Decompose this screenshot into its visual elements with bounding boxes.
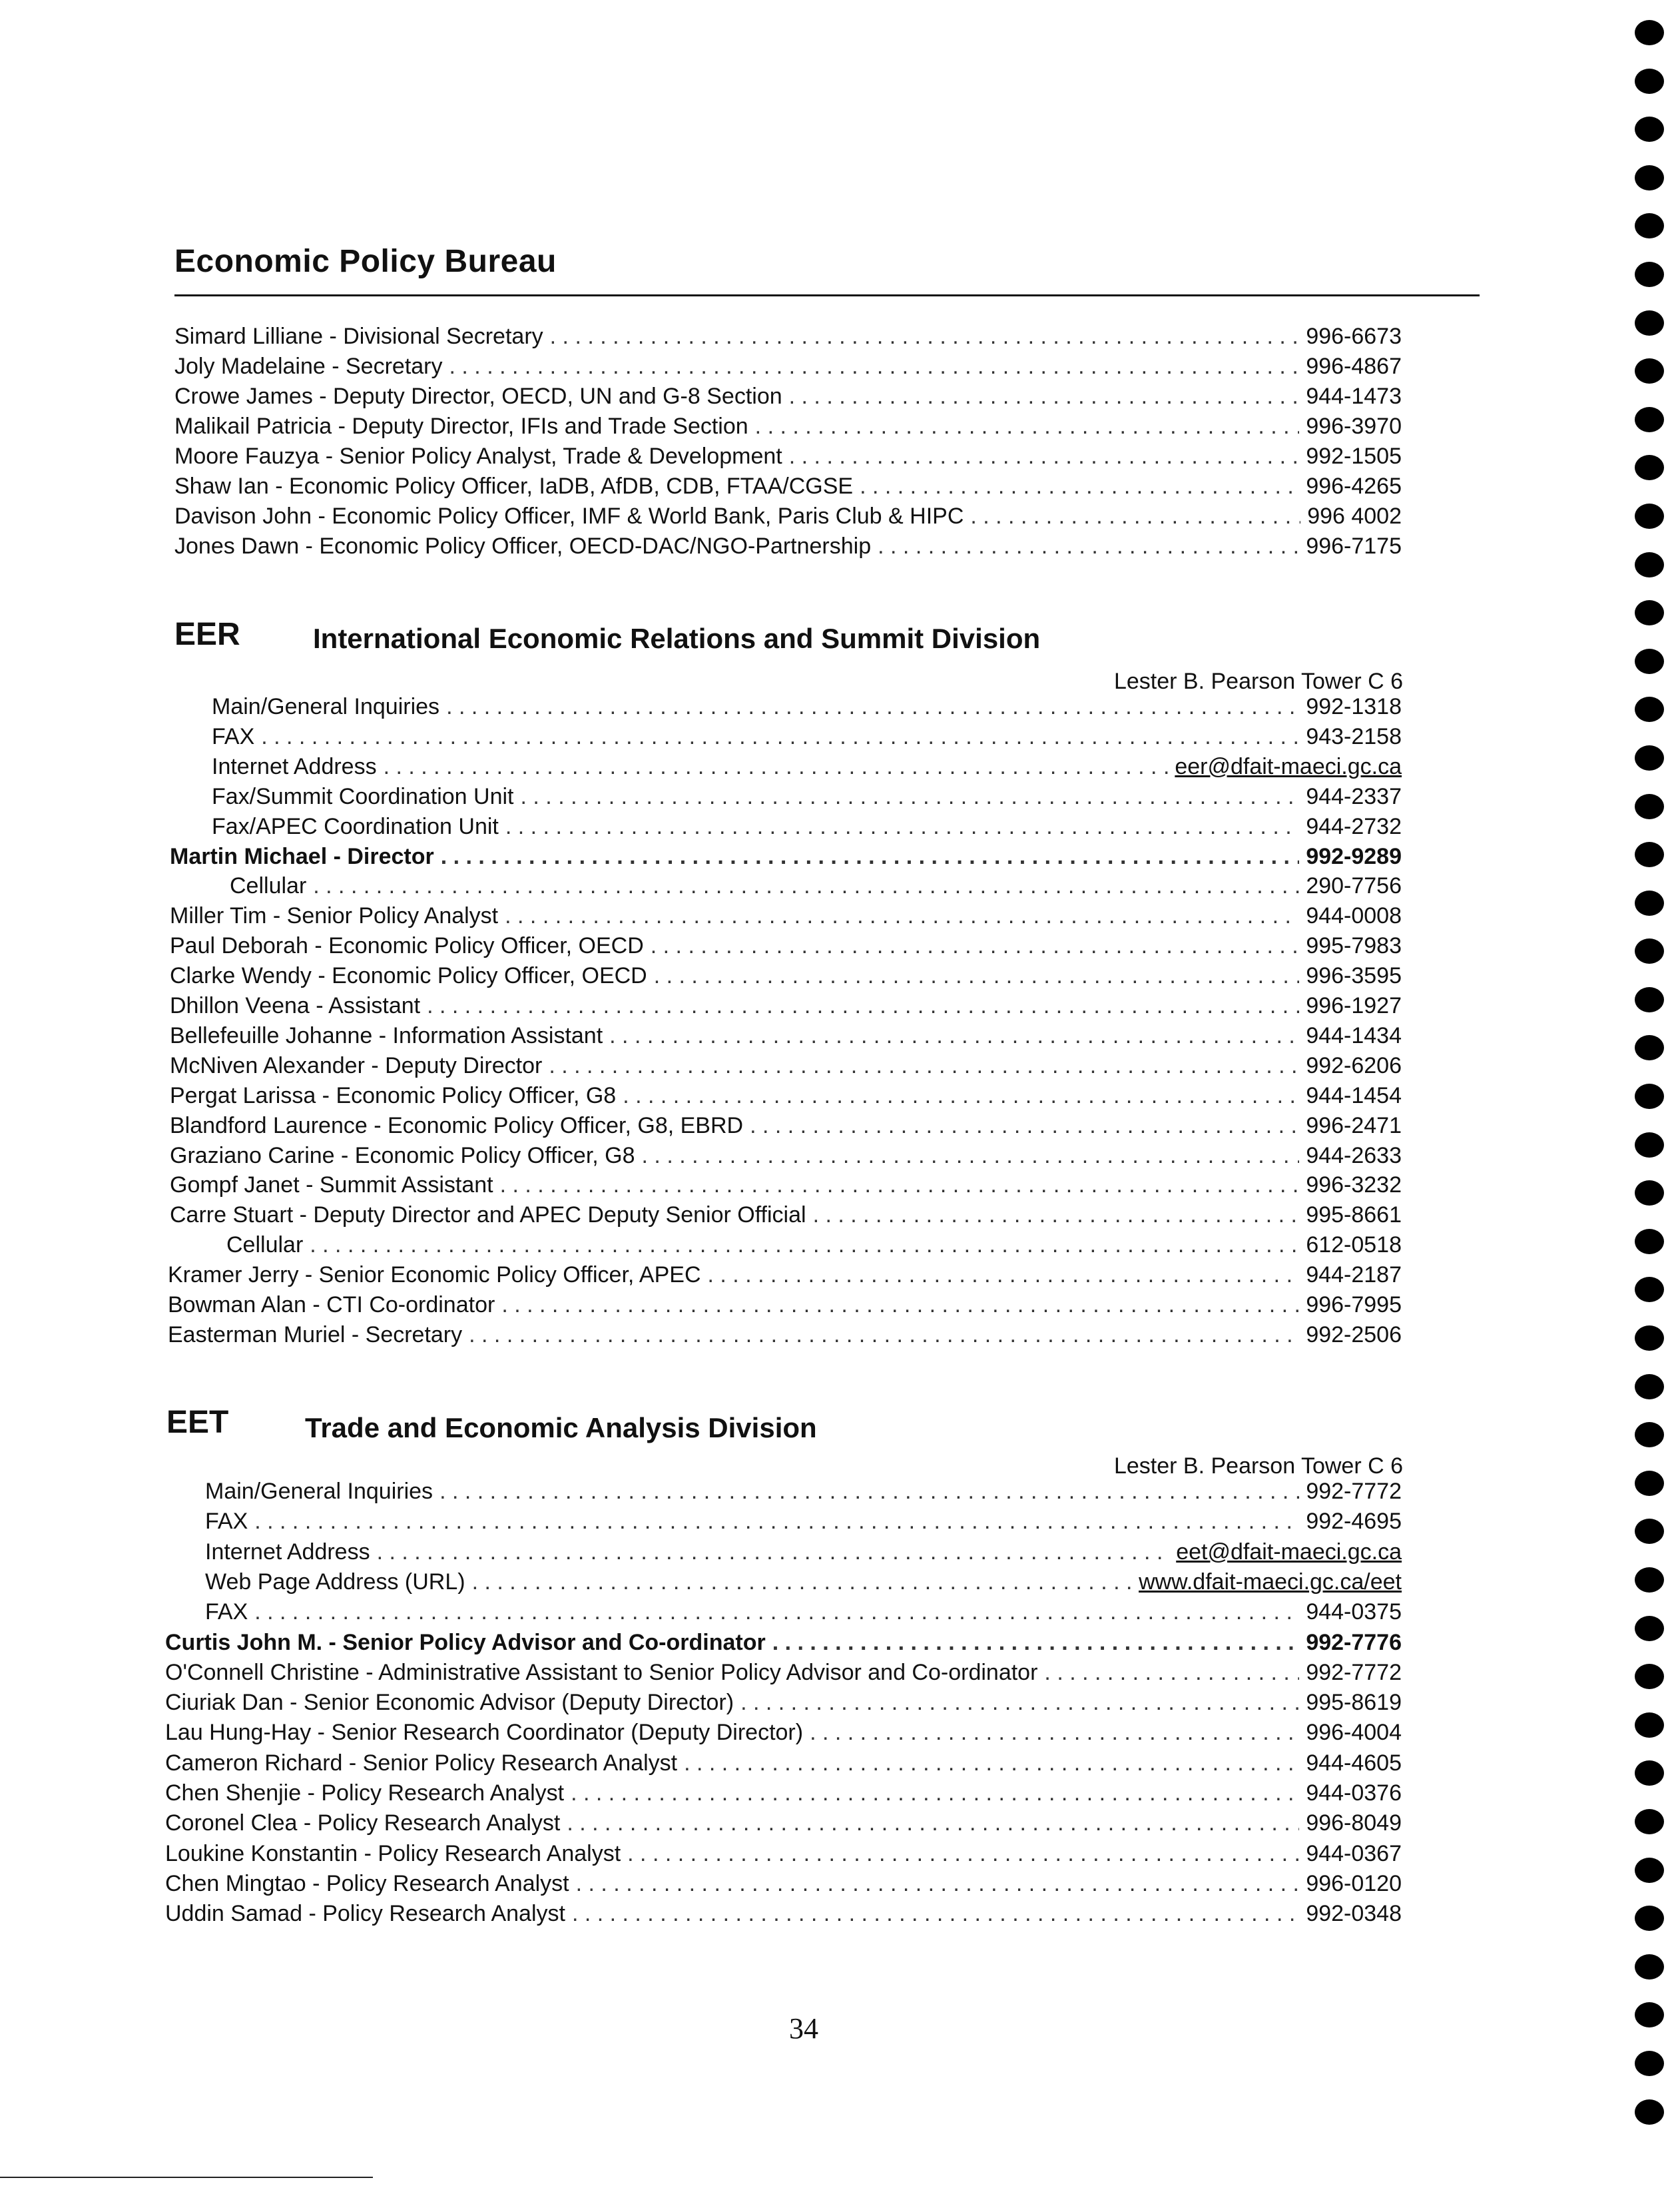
binding-hole-icon (1635, 1132, 1664, 1158)
dot-leader (878, 531, 1299, 561)
dot-leader (576, 1868, 1300, 1899)
directory-row (174, 441, 1402, 472)
directory-row (212, 721, 1402, 752)
entry-link[interactable]: eet@dfait-maeci.gc.ca (1176, 1539, 1402, 1565)
binding-hole-icon (1635, 552, 1664, 577)
dot-leader (505, 811, 1299, 842)
directory-row (170, 1020, 1402, 1051)
directory-row (168, 1289, 1402, 1320)
dot-leader (567, 1808, 1299, 1838)
dot-leader (472, 1567, 1133, 1597)
entry-phone: 996-7175 (1306, 534, 1402, 559)
dot-leader (860, 471, 1299, 502)
dot-leader (970, 501, 1300, 532)
entry-phone: 996-4004 (1306, 1720, 1402, 1746)
directory-row (205, 1567, 1402, 1597)
entry-name: Shaw Ian - Economic Policy Officer, IaDB, AfDB, CDB, FTAA/CGSE (174, 474, 854, 499)
entry-name: Loukine Konstantin - Policy Research Analyst (165, 1840, 621, 1866)
bureau-title: Economic Policy Bureau (174, 244, 557, 279)
entry-phone: 995-8619 (1306, 1690, 1402, 1716)
binding-hole-icon (1635, 1180, 1664, 1206)
binding-hole-icon (1635, 1664, 1664, 1689)
entry-phone: 944-4605 (1306, 1750, 1402, 1776)
entry-link[interactable]: eer@dfait-maeci.gc.ca (1175, 753, 1402, 779)
entry-phone: 944-0367 (1306, 1840, 1402, 1866)
entry-name: Cellular (226, 1232, 304, 1258)
dot-leader (521, 781, 1300, 812)
dot-leader (500, 1170, 1300, 1200)
binding-hole-icon (1635, 987, 1664, 1012)
binding-hole-icon (1635, 1519, 1664, 1544)
binding-hole-icon (1635, 794, 1664, 819)
dot-leader (549, 1050, 1299, 1081)
entry-name: Davison John - Economic Policy Officer, IMF & World Bank, Paris Club & HIPC (174, 504, 964, 529)
entry-name: Gompf Janet - Summit Assistant (170, 1172, 493, 1198)
binding-hole-icon (1635, 891, 1664, 916)
directory-row (170, 1110, 1402, 1141)
dot-leader (789, 441, 1300, 472)
directory-row (205, 1537, 1402, 1567)
directory-row (174, 471, 1402, 502)
binding-hole-icon (1635, 2099, 1664, 2125)
dot-leader (446, 691, 1299, 722)
dot-leader (1044, 1657, 1299, 1688)
entry-name: Blandford Laurence - Economic Policy Officer, G8, EBRD (170, 1112, 744, 1138)
entry-name: Crowe James - Deputy Director, OECD, UN and G-8 Section (174, 384, 782, 409)
directory-row (165, 1778, 1402, 1808)
directory-row (165, 1898, 1402, 1929)
entry-phone: 944-0008 (1306, 903, 1402, 929)
dot-leader (813, 1200, 1300, 1230)
entry-name: Curtis John M. - Senior Policy Advisor and Co-ordinator (165, 1629, 766, 1655)
dot-leader (384, 751, 1169, 782)
dot-leader (654, 960, 1300, 991)
eet-location: Lester B. Pearson Tower C 6 (1113, 1453, 1403, 1479)
entry-name: Cellular (230, 873, 307, 899)
dot-leader (810, 1717, 1299, 1748)
entry-name: Internet Address (212, 753, 377, 779)
binding-hole-icon (1635, 213, 1664, 238)
binding-hole-icon (1635, 504, 1664, 529)
dot-leader (651, 930, 1300, 961)
entry-name: Bowman Alan - CTI Co-ordinator (168, 1292, 495, 1317)
binding-hole-icon (1635, 20, 1664, 45)
entry-name: Easterman Muriel - Secretary (168, 1321, 463, 1347)
dot-leader (708, 1260, 1300, 1290)
directory-row (174, 381, 1402, 412)
entry-phone: 996-3595 (1306, 963, 1402, 989)
binding-hole-icon (1635, 2051, 1664, 2076)
dot-leader (740, 1687, 1299, 1718)
dot-leader (501, 1289, 1299, 1320)
entry-phone: 944-1473 (1306, 384, 1402, 409)
directory-row (205, 1476, 1402, 1507)
entry-phone: 992-7772 (1306, 1479, 1402, 1504)
entry-phone: 995-7983 (1306, 933, 1402, 959)
entry-name: Dhillon Veena - Assistant (170, 993, 421, 1018)
directory-row (170, 1170, 1402, 1200)
entry-phone: 996-8049 (1306, 1810, 1402, 1836)
entry-name: Chen Mingtao - Policy Research Analyst (165, 1870, 569, 1896)
dot-leader (684, 1748, 1299, 1778)
entry-name: Pergat Larissa - Economic Policy Officer, G8 (170, 1082, 617, 1108)
entry-name: Malikail Patricia - Deputy Director, IFIs and Trade Section (174, 414, 748, 439)
entry-name: Moore Fauzya - Senior Policy Analyst, Trade & Development (174, 444, 782, 469)
entry-name: Internet Address (205, 1539, 370, 1565)
entry-phone: 992-1318 (1306, 694, 1402, 719)
directory-row (170, 1140, 1402, 1171)
entry-link[interactable]: www.dfait-maeci.gc.ca/eet (1139, 1569, 1402, 1595)
binding-hole-icon (1635, 69, 1664, 94)
entry-name: Miller Tim - Senior Policy Analyst (170, 903, 499, 929)
binding-hole-icon (1635, 649, 1664, 674)
dot-leader (609, 1020, 1299, 1051)
directory-row (174, 411, 1402, 442)
directory-row (165, 1627, 1402, 1658)
entry-name: Chen Shenjie - Policy Research Analyst (165, 1780, 565, 1806)
entry-name: Fax/Summit Coordination Unit (212, 783, 514, 809)
dot-leader (750, 1110, 1299, 1141)
entry-name: Joly Madelaine - Secretary (174, 354, 443, 379)
entry-name: Clarke Wendy - Economic Policy Officer, OECD (170, 963, 647, 989)
entry-phone: 996-7995 (1306, 1292, 1402, 1317)
eer-location: Lester B. Pearson Tower C 6 (1113, 669, 1403, 694)
directory-row (168, 1260, 1402, 1290)
binding-hole-icon (1635, 455, 1664, 480)
dot-leader (572, 1898, 1299, 1929)
dot-leader (441, 841, 1300, 872)
directory-row (170, 930, 1402, 961)
binding-hole-icon (1635, 310, 1664, 336)
binding-hole-icon (1635, 745, 1664, 771)
entry-phone: 996-1927 (1306, 993, 1402, 1018)
dot-leader (789, 381, 1300, 412)
binding-hole-icon (1635, 117, 1664, 142)
bottom-rule (0, 2177, 373, 2178)
dot-leader (310, 1230, 1299, 1260)
entry-name: Uddin Samad - Policy Research Analyst (165, 1901, 565, 1927)
directory-row (230, 871, 1402, 901)
entry-name: Martin Michael - Director (170, 843, 434, 869)
dot-leader (261, 721, 1299, 752)
directory-row (174, 501, 1402, 532)
entry-phone: 995-8661 (1306, 1202, 1402, 1228)
binding-hole-icon (1635, 1277, 1664, 1302)
binding-hole-icon (1635, 1954, 1664, 1980)
binding-hole-icon (1635, 1567, 1664, 1593)
entry-phone: 996-6673 (1306, 324, 1402, 349)
binding-hole-icon (1635, 1760, 1664, 1786)
entry-name: Main/General Inquiries (212, 694, 440, 719)
entry-name: Lau Hung-Hay - Senior Research Coordinator (Deputy Director) (165, 1720, 804, 1746)
directory-row (212, 751, 1402, 782)
entry-name: Main/General Inquiries (205, 1479, 433, 1504)
page-number: 34 (789, 2012, 818, 2045)
entry-name: Web Page Address (URL) (205, 1569, 465, 1595)
directory-row (165, 1868, 1402, 1899)
entry-phone: 944-0375 (1306, 1599, 1402, 1625)
binding-hole-icon (1635, 407, 1664, 432)
directory-row (165, 1717, 1402, 1748)
entry-name: Ciuriak Dan - Senior Economic Advisor (Deputy Director) (165, 1690, 734, 1716)
entry-name: FAX (205, 1509, 248, 1535)
directory-row (165, 1808, 1402, 1838)
binding-hole-icon (1635, 1422, 1664, 1447)
binding-hole-icon (1635, 262, 1664, 287)
eer-division-title: International Economic Relations and Summit Division (313, 623, 1041, 654)
eet-division-title: Trade and Economic Analysis Division (305, 1412, 817, 1443)
binding-hole-icon (1635, 1809, 1664, 1834)
dot-leader (469, 1319, 1299, 1350)
entry-name: Cameron Richard - Senior Policy Research Analyst (165, 1750, 678, 1776)
entry-name: Carre Stuart - Deputy Director and APEC Deputy Senior Official (170, 1202, 806, 1228)
binding-hole-icon (1635, 1325, 1664, 1351)
dot-leader (313, 871, 1299, 901)
entry-phone: 992-7776 (1306, 1629, 1402, 1655)
dot-leader (449, 351, 1300, 382)
entry-name: Bellefeuille Johanne - Information Assistant (170, 1022, 603, 1048)
dot-leader (377, 1537, 1170, 1567)
entry-phone: 996-4265 (1306, 474, 1402, 499)
directory-row (170, 901, 1402, 931)
binding-hole-icon (1635, 165, 1664, 190)
dot-leader (254, 1506, 1299, 1537)
dot-leader (642, 1140, 1300, 1171)
title-divider (174, 294, 1480, 296)
entry-phone: 996-3232 (1306, 1172, 1402, 1198)
entry-name: FAX (205, 1599, 248, 1625)
binding-hole-icon (1635, 1906, 1664, 1931)
eet-division-code: EET (166, 1405, 229, 1440)
dot-leader (254, 1597, 1299, 1627)
entry-name: Paul Deborah - Economic Policy Officer, OECD (170, 933, 644, 959)
entry-phone: 944-0376 (1306, 1780, 1402, 1806)
entry-phone: 944-2732 (1306, 813, 1402, 839)
dot-leader (439, 1476, 1299, 1507)
binding-hole-icon (1635, 2002, 1664, 2027)
directory-row (170, 1050, 1402, 1081)
entry-name: Fax/APEC Coordination Unit (212, 813, 499, 839)
entry-name: Kramer Jerry - Senior Economic Policy Officer, APEC (168, 1262, 701, 1288)
directory-row (205, 1597, 1402, 1627)
directory-row (165, 1838, 1402, 1869)
directory-row (174, 321, 1402, 352)
directory-row (165, 1748, 1402, 1778)
dot-leader (427, 990, 1299, 1021)
binding-hole-icon (1635, 1712, 1664, 1738)
entry-name: Simard Lilliane - Divisional Secretary (174, 324, 543, 349)
entry-phone: 943-2158 (1306, 723, 1402, 749)
dot-leader (755, 411, 1300, 442)
directory-row (165, 1687, 1402, 1718)
dot-leader (550, 321, 1300, 352)
directory-row (170, 1080, 1402, 1111)
binding-hole-icon (1635, 358, 1664, 384)
binding-holes (1635, 20, 1668, 2147)
binding-hole-icon (1635, 1084, 1664, 1109)
entry-phone: 996-2471 (1306, 1112, 1402, 1138)
entry-phone: 944-2633 (1306, 1142, 1402, 1168)
directory-row (205, 1506, 1402, 1537)
binding-hole-icon (1635, 1374, 1664, 1399)
entry-phone: 992-2506 (1306, 1321, 1402, 1347)
directory-row (226, 1230, 1402, 1260)
binding-hole-icon (1635, 697, 1664, 722)
entry-phone: 996 4002 (1307, 504, 1402, 529)
entry-phone: 996-4867 (1306, 354, 1402, 379)
directory-row (170, 990, 1402, 1021)
dot-leader (571, 1778, 1299, 1808)
entry-name: McNiven Alexander - Deputy Director (170, 1052, 543, 1078)
entry-phone: 992-7772 (1306, 1659, 1402, 1685)
entry-name: Graziano Carine - Economic Policy Officer, G8 (170, 1142, 635, 1168)
entry-name: Jones Dawn - Economic Policy Officer, OECD-DAC/NGO-Partnership (174, 534, 872, 559)
dot-leader (627, 1838, 1299, 1869)
binding-hole-icon (1635, 600, 1664, 625)
entry-phone: 944-1454 (1306, 1082, 1402, 1108)
binding-hole-icon (1635, 1035, 1664, 1060)
entry-phone: 290-7756 (1306, 873, 1402, 899)
binding-hole-icon (1635, 1229, 1664, 1254)
entry-phone: 944-1434 (1306, 1022, 1402, 1048)
entry-phone: 996-3970 (1306, 414, 1402, 439)
entry-phone: 992-6206 (1306, 1052, 1402, 1078)
entry-phone: 996-0120 (1306, 1870, 1402, 1896)
directory-row (168, 1319, 1402, 1350)
entry-phone: 992-0348 (1306, 1901, 1402, 1927)
entry-phone: 992-9289 (1306, 843, 1402, 869)
binding-hole-icon (1635, 938, 1664, 964)
directory-row (165, 1657, 1402, 1688)
entry-name: Coronel Clea - Policy Research Analyst (165, 1810, 561, 1836)
entry-phone: 992-4695 (1306, 1509, 1402, 1535)
directory-row (212, 691, 1402, 722)
directory-row (174, 351, 1402, 382)
directory-row (170, 960, 1402, 991)
binding-hole-icon (1635, 1471, 1664, 1496)
binding-hole-icon (1635, 1858, 1664, 1883)
entry-phone: 944-2337 (1306, 783, 1402, 809)
dot-leader (623, 1080, 1299, 1111)
directory-row (170, 1200, 1402, 1230)
eer-division-code: EER (174, 617, 240, 652)
directory-row (170, 841, 1402, 872)
entry-phone: 944-2187 (1306, 1262, 1402, 1288)
directory-row (212, 811, 1402, 842)
directory-row (174, 531, 1402, 561)
entry-name: O'Connell Christine - Administrative Assistant to Senior Policy Advisor and Co-ordinator (165, 1659, 1038, 1685)
binding-hole-icon (1635, 1616, 1664, 1641)
entry-phone: 992-1505 (1306, 444, 1402, 469)
entry-phone: 612-0518 (1306, 1232, 1402, 1258)
dot-leader (772, 1627, 1300, 1658)
directory-row (212, 781, 1402, 812)
binding-hole-icon (1635, 842, 1664, 867)
entry-name: FAX (212, 723, 255, 749)
dot-leader (505, 901, 1299, 931)
